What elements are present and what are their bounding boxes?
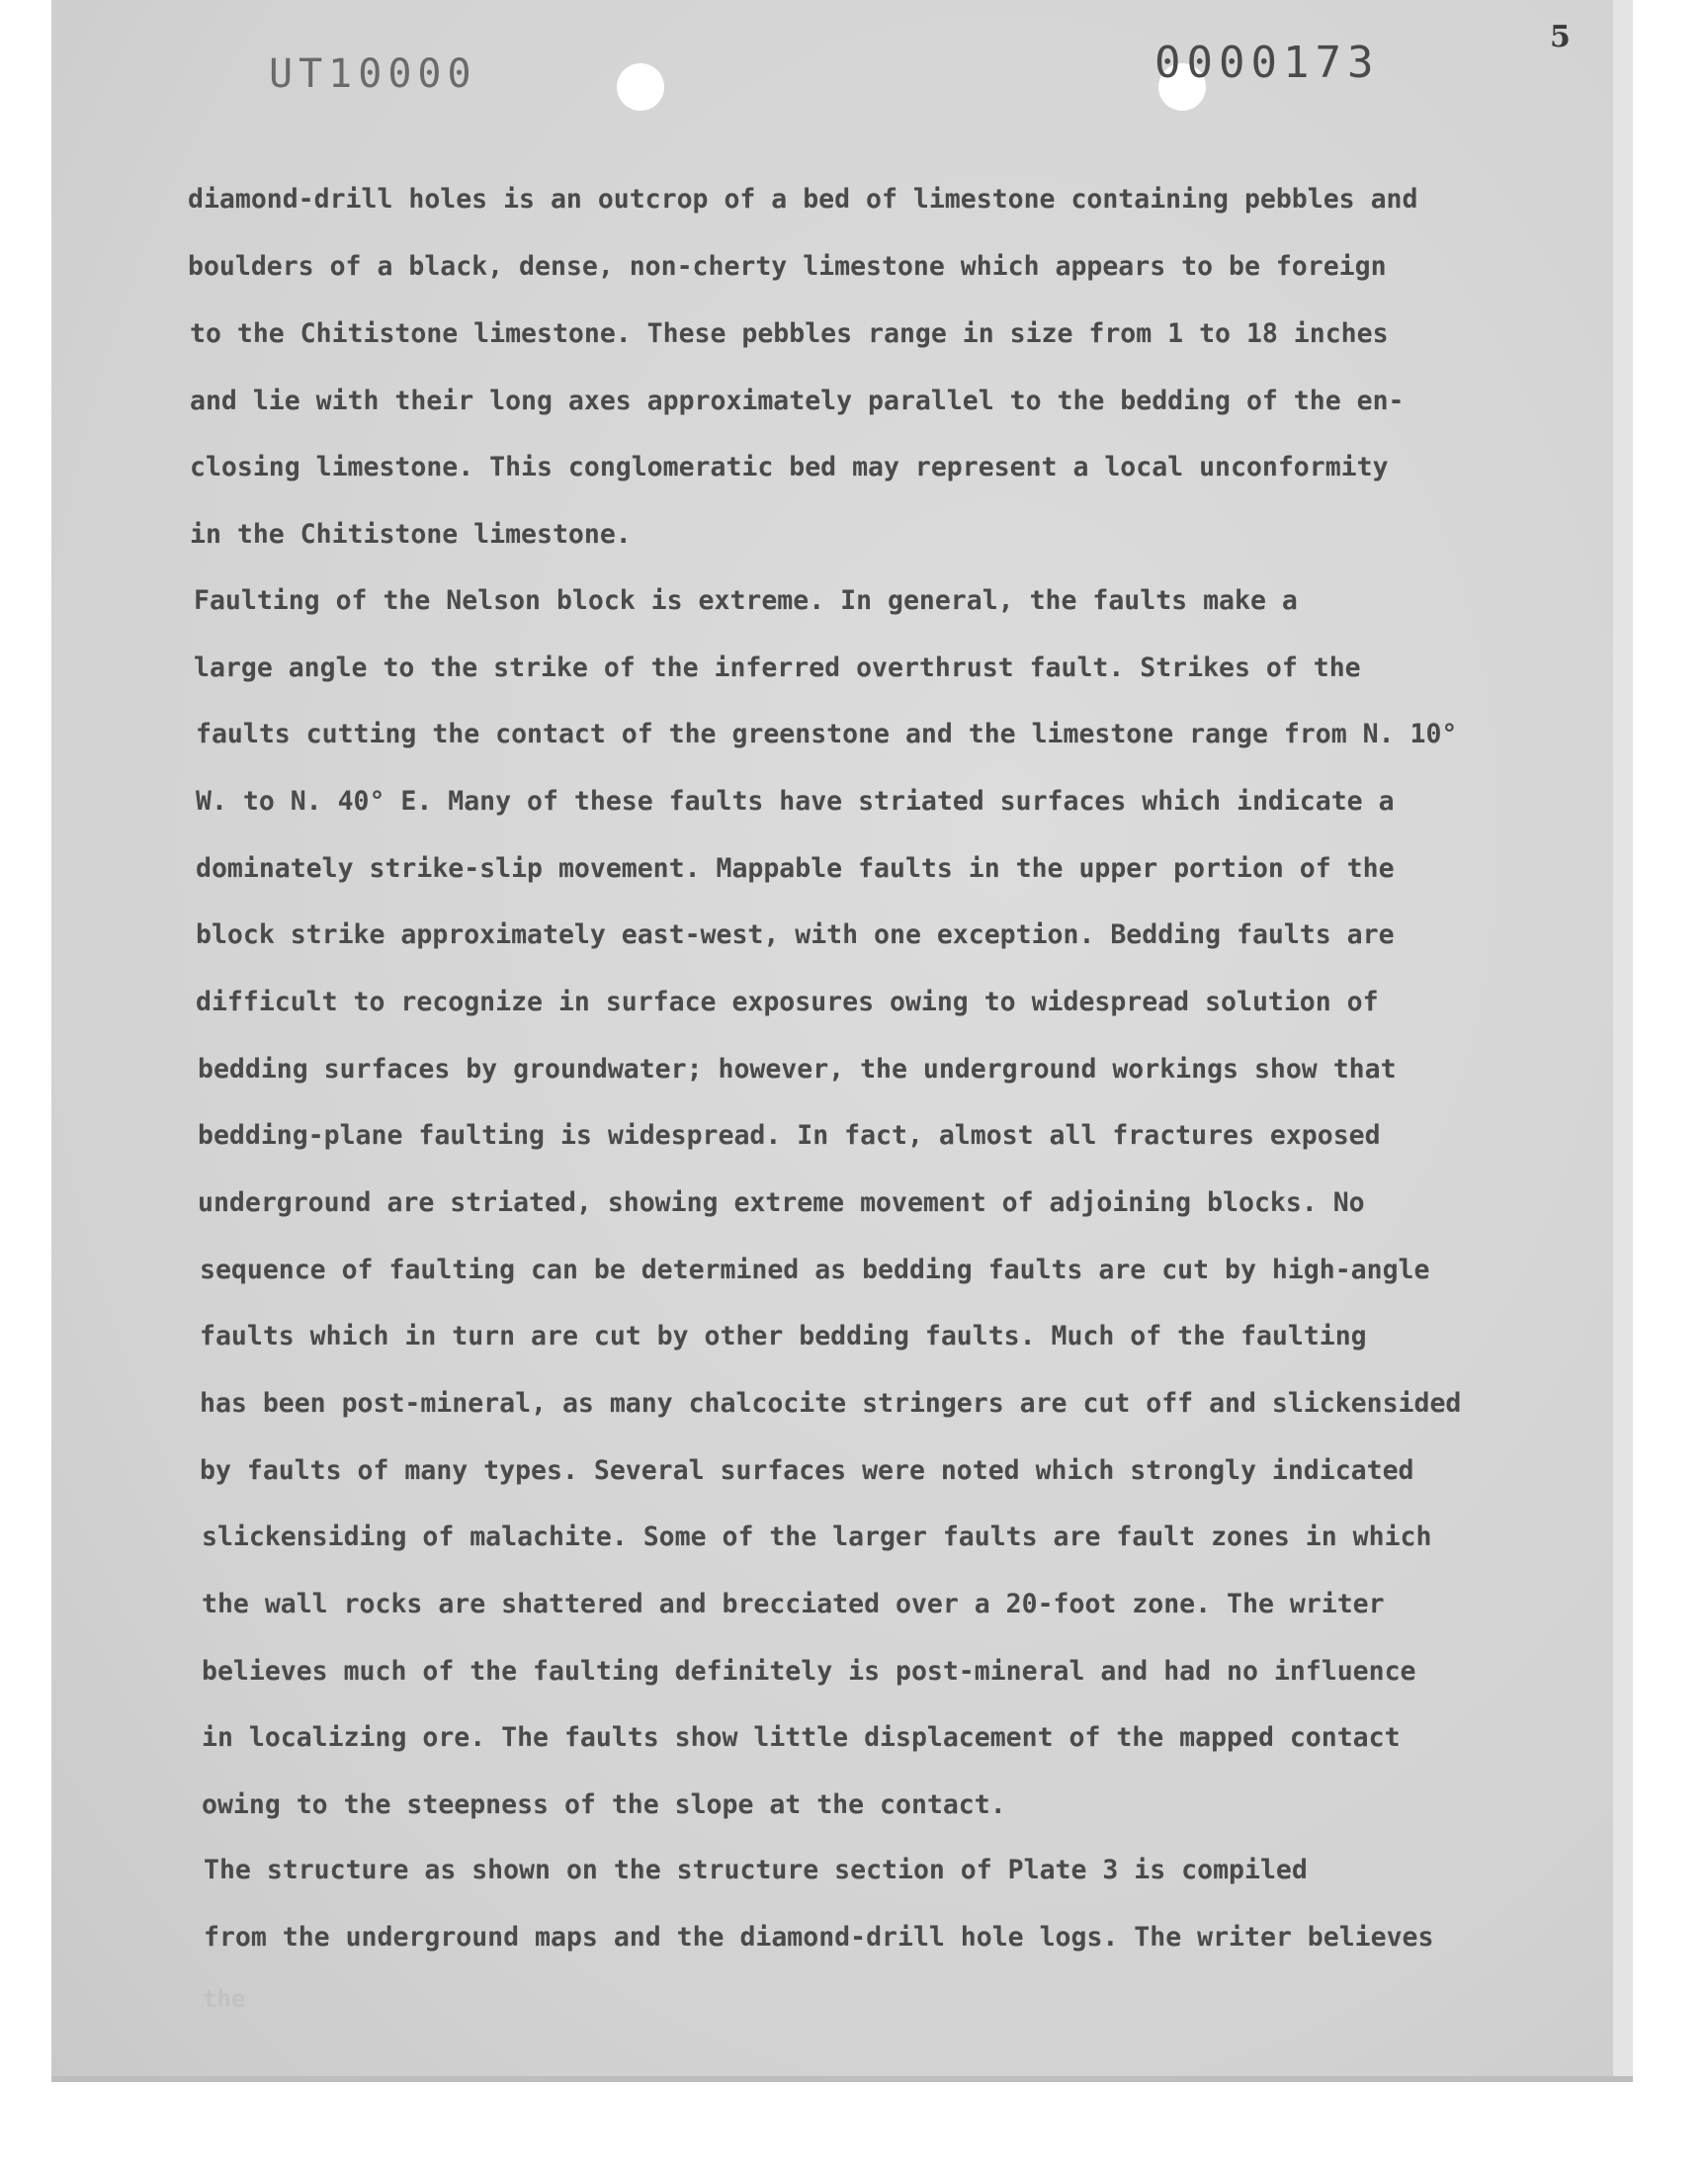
- text-line: by faults of many types. Several surfaces were noted which strongly indicated: [200, 1455, 1414, 1486]
- carryover-word: the: [203, 1985, 246, 2013]
- text-line: and lie with their long axes approximately parallel to the bedding of the en-: [190, 386, 1405, 416]
- text-line: boulders of a black, dense, non-cherty limestone which appears to be foreign: [188, 251, 1387, 282]
- right-stamp: 0000173: [1154, 38, 1380, 88]
- text-line: W. to N. 40° E. Many of these faults have striated surfaces which indicate a: [196, 786, 1395, 817]
- text-line: Faulting of the Nelson block is extreme. In general, the faults make a: [194, 585, 1298, 616]
- text-line: large angle to the strike of the inferred overthrust fault. Strikes of the: [194, 652, 1361, 683]
- page-bottom-edge: [51, 2076, 1633, 2082]
- document-page: [51, 0, 1633, 2076]
- left-stamp: UT10000: [269, 51, 477, 97]
- text-line: in the Chitistone limestone.: [190, 519, 632, 550]
- text-line: slickensiding of malachite. Some of the larger faults are fault zones in which: [202, 1522, 1432, 1552]
- text-line: faults cutting the contact of the greenstone and the limestone range from N. 10°: [196, 719, 1458, 749]
- page-edge: [1613, 0, 1633, 2076]
- text-line: from the underground maps and the diamond-drill hole logs. The writer believes: [204, 1922, 1434, 1953]
- page-number: 5: [1550, 20, 1571, 54]
- text-line: believes much of the faulting definitely is post-mineral and had no influence: [202, 1656, 1416, 1687]
- text-line: difficult to recognize in surface exposures owing to widespread solution of: [196, 987, 1379, 1017]
- text-line: to the Chitistone limestone. These pebbles range in size from 1 to 18 inches: [190, 318, 1389, 349]
- text-line: bedding-plane faulting is widespread. In fact, almost all fractures exposed: [198, 1120, 1381, 1151]
- text-line: bedding surfaces by groundwater; however, the underground workings show that: [198, 1054, 1397, 1085]
- text-line: owing to the steepness of the slope at the contact.: [202, 1789, 1006, 1820]
- text-line: has been post-mineral, as many chalcocite stringers are cut off and slickensided: [200, 1388, 1462, 1419]
- punch-hole-left: [617, 63, 664, 111]
- text-line: diamond-drill holes is an outcrop of a bed of limestone containing pebbles and: [188, 184, 1418, 215]
- text-line: faults which in turn are cut by other bedding faults. Much of the faulting: [200, 1321, 1367, 1351]
- text-line: The structure as shown on the structure section of Plate 3 is compiled: [204, 1855, 1308, 1885]
- text-line: sequence of faulting can be determined as bedding faults are cut by high-angle: [200, 1255, 1430, 1285]
- text-line: in localizing ore. The faults show little displacement of the mapped contact: [202, 1722, 1401, 1753]
- text-line: dominately strike-slip movement. Mappable faults in the upper portion of the: [196, 853, 1395, 884]
- text-line: the wall rocks are shattered and brecciated over a 20-foot zone. The writer: [202, 1589, 1385, 1619]
- text-line: underground are striated, showing extreme movement of adjoining blocks. No: [198, 1187, 1365, 1218]
- text-line: block strike approximately east-west, with one exception. Bedding faults are: [196, 919, 1395, 950]
- text-line: closing limestone. This conglomeratic bed may represent a local unconformity: [190, 452, 1389, 482]
